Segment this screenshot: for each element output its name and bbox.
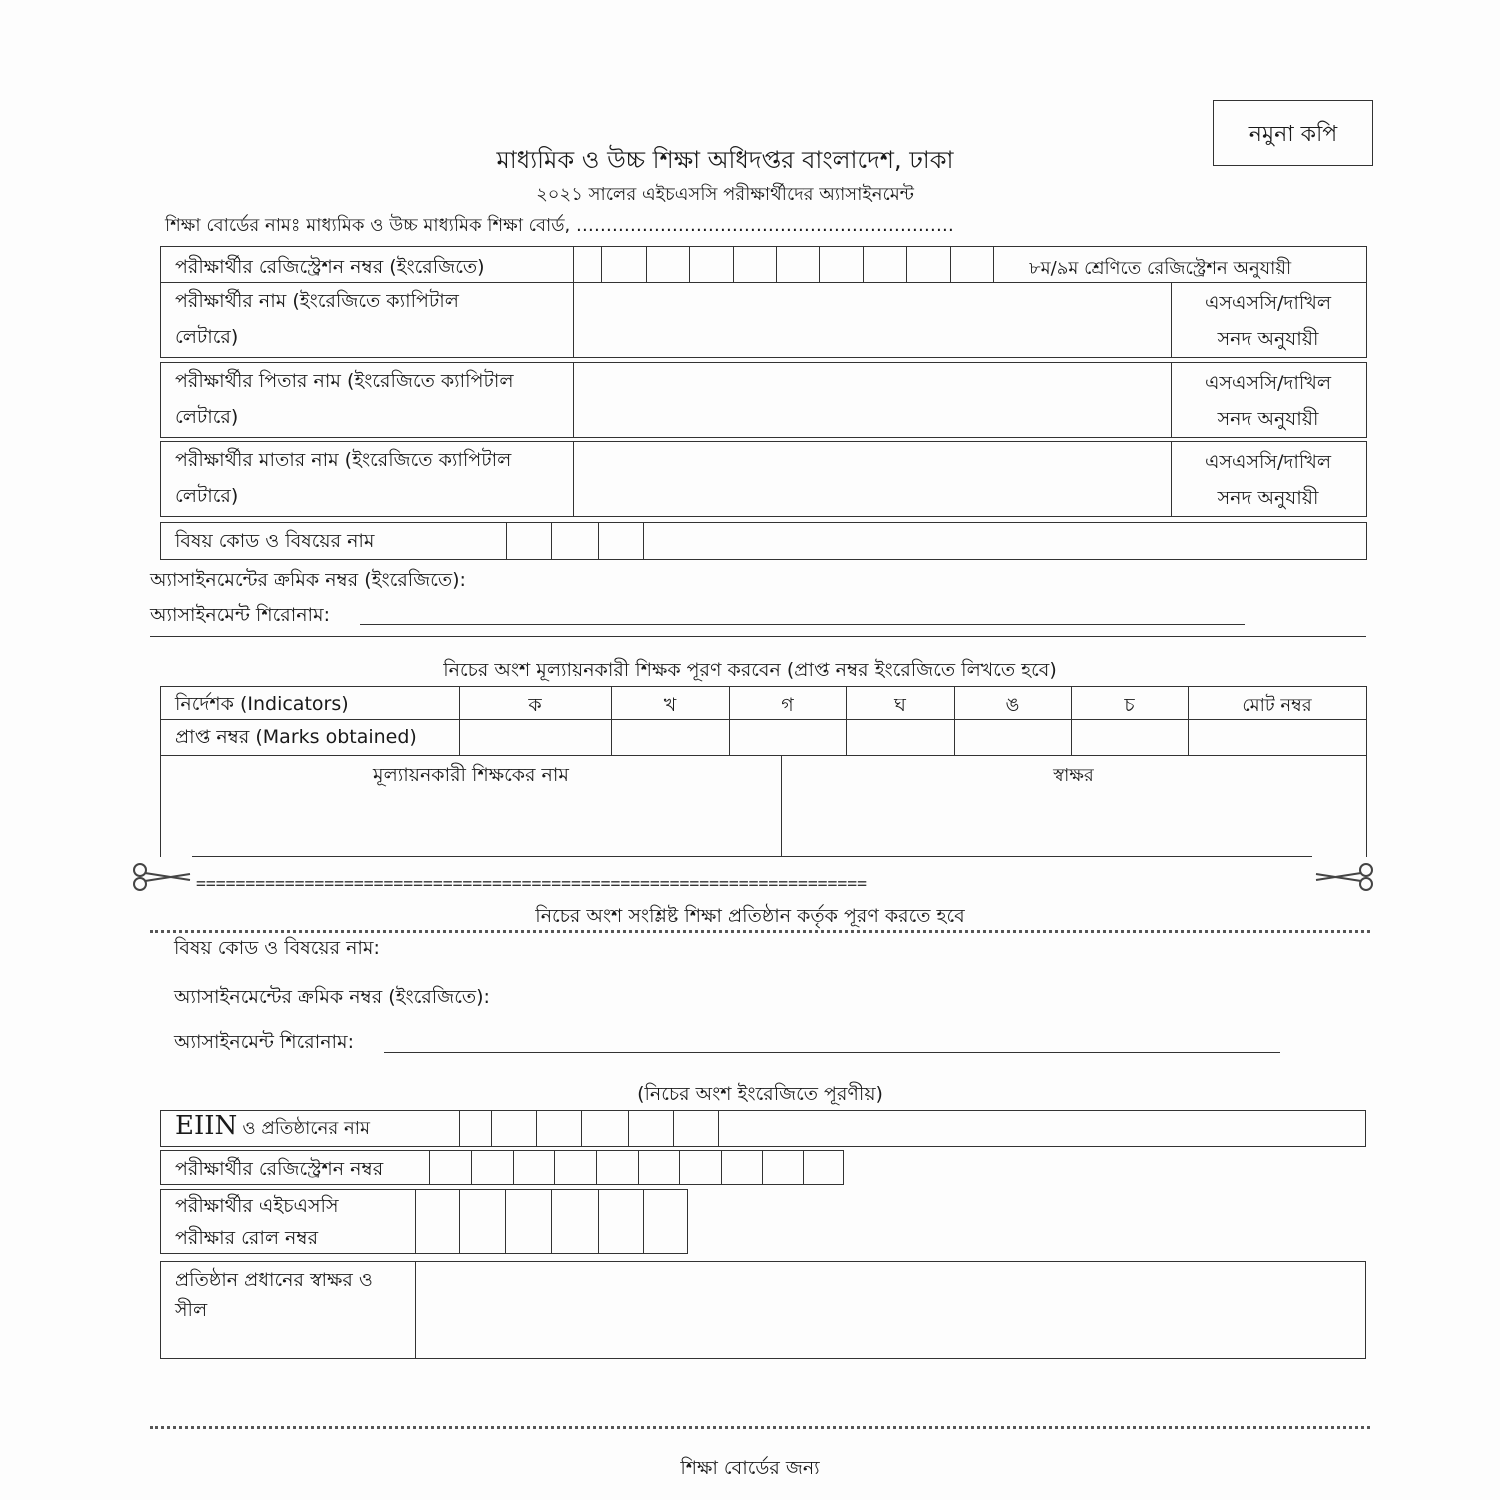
dotted-separator-bottom bbox=[150, 1426, 1370, 1429]
head-sign-label-2: সীল bbox=[175, 1299, 208, 1321]
student-name-label-2: লেটারে) bbox=[175, 326, 239, 348]
subject-label: বিষয় কোড ও বিষয়ের নাম bbox=[175, 530, 375, 552]
teacher-sign-box bbox=[160, 755, 1367, 857]
marks-table bbox=[160, 686, 1367, 756]
indicator-col: ঙ bbox=[1005, 694, 1020, 716]
page-subtitle: ২০২১ সালের এইচএসসি পরীক্ষার্থীদের অ্যাসাইনমেন্ট bbox=[536, 184, 914, 205]
assignment-serial-label: অ্যাসাইনমেন্টের ক্রমিক নম্বর (ইংরেজিতে): bbox=[150, 569, 466, 591]
ssc-note-1: এসএসসি/দাখিল bbox=[1205, 372, 1331, 394]
assignment-title-label: অ্যাসাইনমেন্ট শিরোনাম: bbox=[150, 604, 331, 626]
registration-note: ৮ম/৯ম শ্রেণিতে রেজিস্ট্রেশন অনুযায়ী bbox=[1029, 258, 1292, 279]
ssc-note-2: সনদ অনুযায়ী bbox=[1217, 487, 1319, 509]
indicator-col: গ bbox=[781, 694, 794, 716]
student-name-label-1: পরীক্ষার্থীর নাম (ইংরেজিতে ক্যাপিটাল bbox=[175, 290, 459, 312]
eiin-label: ও প্রতিষ্ঠানের নাম bbox=[242, 1118, 370, 1139]
mother-name-label-1: পরীক্ষার্থীর মাতার নাম (ইংরেজিতে ক্যাপিটাল bbox=[175, 449, 512, 471]
page-title: মাধ্যমিক ও উচ্চ শিক্ষা অধিদপ্তর বাংলাদেশ, ঢাকা bbox=[496, 146, 954, 174]
marks-obtained-label: প্রাপ্ত নম্বর (Marks obtained) bbox=[175, 726, 417, 748]
indicator-col: ঘ bbox=[894, 694, 906, 716]
inst-subject-label: বিষয় কোড ও বিষয়ের নাম: bbox=[174, 937, 380, 959]
inst-reg-label: পরীক্ষার্থীর রেজিস্ট্রেশন নম্বর bbox=[175, 1158, 384, 1180]
assignment-title-underline[interactable] bbox=[360, 624, 1245, 625]
evaluation-heading: নিচের অংশ মূল্যায়নকারী শিক্ষক পূরণ করবেন (প্রাপ্ত নম্বর ইংরেজিতে লিখতে হবে) bbox=[443, 659, 1057, 681]
inst-title-underline[interactable] bbox=[384, 1052, 1280, 1053]
section-divider bbox=[150, 636, 1366, 637]
sample-copy-text: নমুনা কপি bbox=[1248, 122, 1338, 147]
father-name-label-2: লেটারে) bbox=[175, 406, 239, 428]
father-name-label-1: পরীক্ষার্থীর পিতার নাম (ইংরেজিতে ক্যাপিটাল bbox=[175, 370, 514, 392]
student-name-row bbox=[160, 282, 1367, 358]
eiin-strong: EIIN bbox=[175, 1111, 238, 1141]
indicators-label: নির্দেশক (Indicators) bbox=[175, 693, 349, 715]
roll-row bbox=[160, 1189, 688, 1254]
footer-board-text: শিক্ষা বোর্ডের জন্য bbox=[680, 1457, 820, 1479]
ssc-note-2: সনদ অনুযায়ী bbox=[1217, 408, 1319, 430]
inst-reg-row bbox=[160, 1150, 844, 1185]
scissors-right-icon bbox=[1314, 860, 1376, 898]
institution-heading: নিচের অংশ সংশ্লিষ্ট শিক্ষা প্রতিষ্ঠান কর্তৃক পূরণ করতে হবে bbox=[535, 905, 965, 927]
head-sign-label-1: প্রতিষ্ঠান প্রধানের স্বাক্ষর ও bbox=[175, 1269, 373, 1291]
inst-serial-label: অ্যাসাইনমেন্টের ক্রমিক নম্বর (ইংরেজিতে): bbox=[174, 986, 490, 1008]
mother-name-row bbox=[160, 441, 1367, 517]
dotted-separator bbox=[150, 930, 1370, 933]
mother-name-label-2: লেটারে) bbox=[175, 485, 239, 507]
roll-label-1: পরীক্ষার্থীর এইচএসসি bbox=[175, 1195, 339, 1217]
signature-label: স্বাক্ষর bbox=[1053, 765, 1094, 786]
total-marks-label: মোট নম্বর bbox=[1242, 695, 1312, 716]
eiin-row bbox=[160, 1110, 1366, 1147]
inst-title-label: অ্যাসাইনমেন্ট শিরোনাম: bbox=[174, 1031, 355, 1053]
head-signature-row bbox=[160, 1261, 1366, 1359]
english-fill-note: (নিচের অংশ ইংরেজিতে পূরণীয়) bbox=[637, 1083, 883, 1105]
registration-row bbox=[160, 246, 1367, 283]
scissors-left-icon bbox=[130, 860, 192, 898]
cut-line: ==================================================================== bbox=[196, 874, 868, 893]
registration-label: পরীক্ষার্থীর রেজিস্ট্রেশন নম্বর (ইংরেজিতে) bbox=[175, 256, 485, 278]
indicator-col: খ bbox=[663, 694, 677, 716]
subject-row bbox=[160, 522, 1367, 560]
roll-label-2: পরীক্ষার রোল নম্বর bbox=[175, 1227, 319, 1249]
sample-copy-stamp bbox=[1213, 100, 1373, 166]
teacher-box-bottom bbox=[192, 856, 1312, 857]
indicator-col: ক bbox=[528, 694, 542, 716]
indicator-col: চ bbox=[1124, 694, 1135, 716]
teacher-name-label: মূল্যায়নকারী শিক্ষকের নাম bbox=[373, 764, 569, 786]
ssc-note-1: এসএসসি/দাখিল bbox=[1205, 292, 1331, 314]
ssc-note-1: এসএসসি/দাখিল bbox=[1205, 451, 1331, 473]
ssc-note-2: সনদ অনুযায়ী bbox=[1217, 328, 1319, 350]
father-name-row bbox=[160, 362, 1367, 438]
board-name-line: শিক্ষা বোর্ডের নামঃ মাধ্যমিক ও উচ্চ মাধ্যমিক শিক্ষা বোর্ড, ……………………………………………………… bbox=[165, 215, 954, 236]
